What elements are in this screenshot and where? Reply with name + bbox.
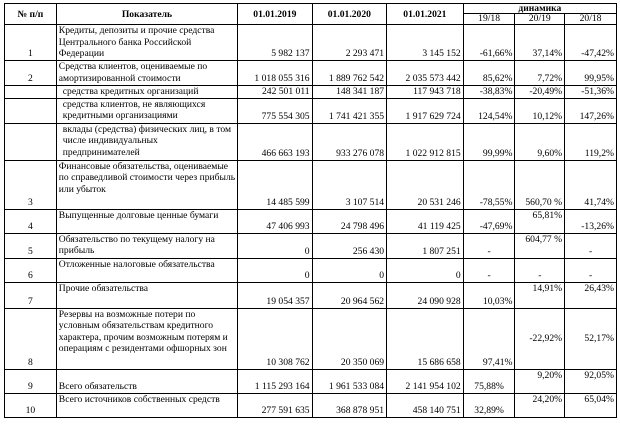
table-row [5,98,617,123]
row-value-2020: 20 964 562 [312,282,386,308]
header-dynamics: динамика [463,4,616,14]
row-value-2019: 0 [238,258,312,282]
header-number: № п/п [5,4,57,25]
row-indicator: Прочие обязательства [56,282,237,308]
row-number: 2 [5,61,57,86]
row-number [5,86,57,99]
row-number [5,123,57,160]
row-indicator: Кредиты, депозиты и прочие средства Центрального банка Российской Федерации [56,25,237,61]
row-dyn-20-19: -20,49% [515,86,565,99]
row-dyn-20-19: -22,92% [515,308,565,369]
row-value-2020: 256 430 [312,233,386,258]
liabilities-table [4,3,617,418]
header-dyn-20-18: 20/18 [565,14,617,25]
row-dyn-20-18: 147,26% [565,98,617,123]
row-dyn-19-18: 124,54% [463,98,515,123]
row-dyn-20-18: 26,43% [565,282,617,308]
row-number: 6 [5,258,57,282]
row-value-2019: 775 554 305 [238,98,312,123]
row-dyn-19-18: -61,66% [463,25,515,61]
row-dyn-20-18: - [565,233,617,258]
row-indicator: Финансовые обязательства, оцениваемые по справедливой стоимости через прибыль или убыток [56,160,237,209]
row-value-2020: 0 [312,258,386,282]
row-value-2021: 458 140 751 [387,393,464,417]
row-value-2019: 5 982 137 [238,25,312,61]
row-value-2021: 2 141 954 102 [387,369,464,393]
row-indicator: Всего источников собственных средств [56,393,237,417]
row-value-2019: 47 406 993 [238,209,312,233]
row-number: 4 [5,209,57,233]
row-value-2021: 1 917 629 724 [387,98,464,123]
row-value-2020: 3 107 514 [312,160,386,209]
row-indicator: Обязательство по текущему налогу на прибыль [56,233,237,258]
row-value-2021: 20 531 246 [387,160,464,209]
table-row [5,369,617,393]
row-dyn-20-19: 9,20% [515,369,565,393]
row-value-2021: 2 035 573 442 [387,61,464,86]
table-row [5,308,617,369]
row-value-2020: 20 350 069 [312,308,386,369]
row-dyn-19-18: - [463,233,515,258]
row-dyn-20-18: 41,74% [565,160,617,209]
row-value-2021: 0 [387,258,464,282]
row-dyn-19-18: -38,83% [463,86,515,99]
row-dyn-19-18: 85,62% [463,61,515,86]
table-row [5,123,617,160]
row-dyn-20-19: 9,60% [515,123,565,160]
row-value-2021: 3 145 152 [387,25,464,61]
row-number [5,98,57,123]
row-indicator: Отложенные налоговые обязательства [56,258,237,282]
row-indicator: вклады (средства) физических лиц, в том числе индивидуальных предпринимателей [56,123,237,160]
table-row [5,258,617,282]
row-value-2020: 2 293 471 [312,25,386,61]
row-dyn-20-18: 92,05% [565,369,617,393]
row-value-2020: 1 961 533 084 [312,369,386,393]
table-row [5,233,617,258]
row-dyn-19-18: 32,89% [463,393,515,417]
row-dyn-20-19: 560,70 % [515,160,565,209]
row-value-2021: 117 943 718 [387,86,464,99]
row-value-2019: 10 308 762 [238,308,312,369]
row-value-2019: 1 115 293 164 [238,369,312,393]
header-2019: 01.01.2019 [238,4,312,25]
row-dyn-20-18: 52,17% [565,308,617,369]
row-value-2021: 1 807 251 [387,233,464,258]
row-dyn-19-18: 99,99% [463,123,515,160]
row-number: 8 [5,308,57,369]
row-number: 3 [5,160,57,209]
row-value-2020: 368 878 951 [312,393,386,417]
row-dyn-19-18: 97,41% [463,308,515,369]
row-number: 10 [5,393,57,417]
header-dyn-19-18: 19/18 [463,14,515,25]
row-number: 1 [5,25,57,61]
row-dyn-20-18: 99,95% [565,61,617,86]
row-value-2020: 933 276 078 [312,123,386,160]
row-dyn-20-18: - [565,258,617,282]
row-dyn-20-19: - [515,258,565,282]
row-number: 5 [5,233,57,258]
row-value-2020: 1 889 762 542 [312,61,386,86]
row-value-2020: 24 798 496 [312,209,386,233]
row-indicator: Выпущенные долговые ценные бумаги [56,209,237,233]
row-dyn-20-19: 7,72% [515,61,565,86]
table-row [5,393,617,417]
row-value-2019: 277 591 635 [238,393,312,417]
row-dyn-20-19: 14,91% [515,282,565,308]
row-value-2019: 466 663 193 [238,123,312,160]
row-number: 7 [5,282,57,308]
row-indicator: Средства клиентов, оцениваемые по амортизированной стоимости [56,61,237,86]
row-dyn-19-18: - [463,258,515,282]
row-dyn-20-19: 65,81% [515,209,565,233]
row-value-2019: 0 [238,233,312,258]
row-indicator: средства клиентов, не являющихся кредитными организациями [56,98,237,123]
row-value-2019: 14 485 599 [238,160,312,209]
row-dyn-20-18: -47,42% [565,25,617,61]
row-indicator: Всего обязательств [56,369,237,393]
header-2021: 01.01.2021 [387,4,464,25]
row-dyn-20-18: 65,04% [565,393,617,417]
table-row [5,25,617,61]
row-dyn-20-19: 10,12% [515,98,565,123]
row-dyn-19-18: -47,69% [463,209,515,233]
row-value-2020: 148 341 187 [312,86,386,99]
table-row [5,209,617,233]
header-2020: 01.01.2020 [312,4,386,25]
table-row [5,86,617,99]
row-value-2021: 41 119 425 [387,209,464,233]
row-value-2020: 1 741 421 355 [312,98,386,123]
row-value-2019: 1 018 055 316 [238,61,312,86]
row-value-2021: 24 090 928 [387,282,464,308]
table-row [5,282,617,308]
row-dyn-20-18: -51,36% [565,86,617,99]
row-number: 9 [5,369,57,393]
header-dyn-20-19: 20/19 [515,14,565,25]
row-dyn-20-19: 37,14% [515,25,565,61]
row-dyn-20-18: 119,2% [565,123,617,160]
row-value-2019: 242 501 011 [238,86,312,99]
table-row [5,61,617,86]
table-row [5,160,617,209]
header-indicator: Показатель [56,4,237,25]
row-dyn-19-18: 10,03% [463,282,515,308]
row-indicator: средства кредитных организаций [56,86,237,99]
row-value-2021: 1 022 912 815 [387,123,464,160]
row-dyn-20-19: 24,20% [515,393,565,417]
row-value-2021: 15 686 658 [387,308,464,369]
row-dyn-20-19: 604,77 % [515,233,565,258]
row-dyn-19-18: 75,88% [463,369,515,393]
row-dyn-20-18: -13,26% [565,209,617,233]
row-dyn-19-18: -78,55% [463,160,515,209]
row-value-2019: 19 054 357 [238,282,312,308]
row-indicator: Резервы на возможные потери по условным обязательствам кредитного характера, прочим возможным потерям и операциям с резидентами офшорных зон [56,308,237,369]
